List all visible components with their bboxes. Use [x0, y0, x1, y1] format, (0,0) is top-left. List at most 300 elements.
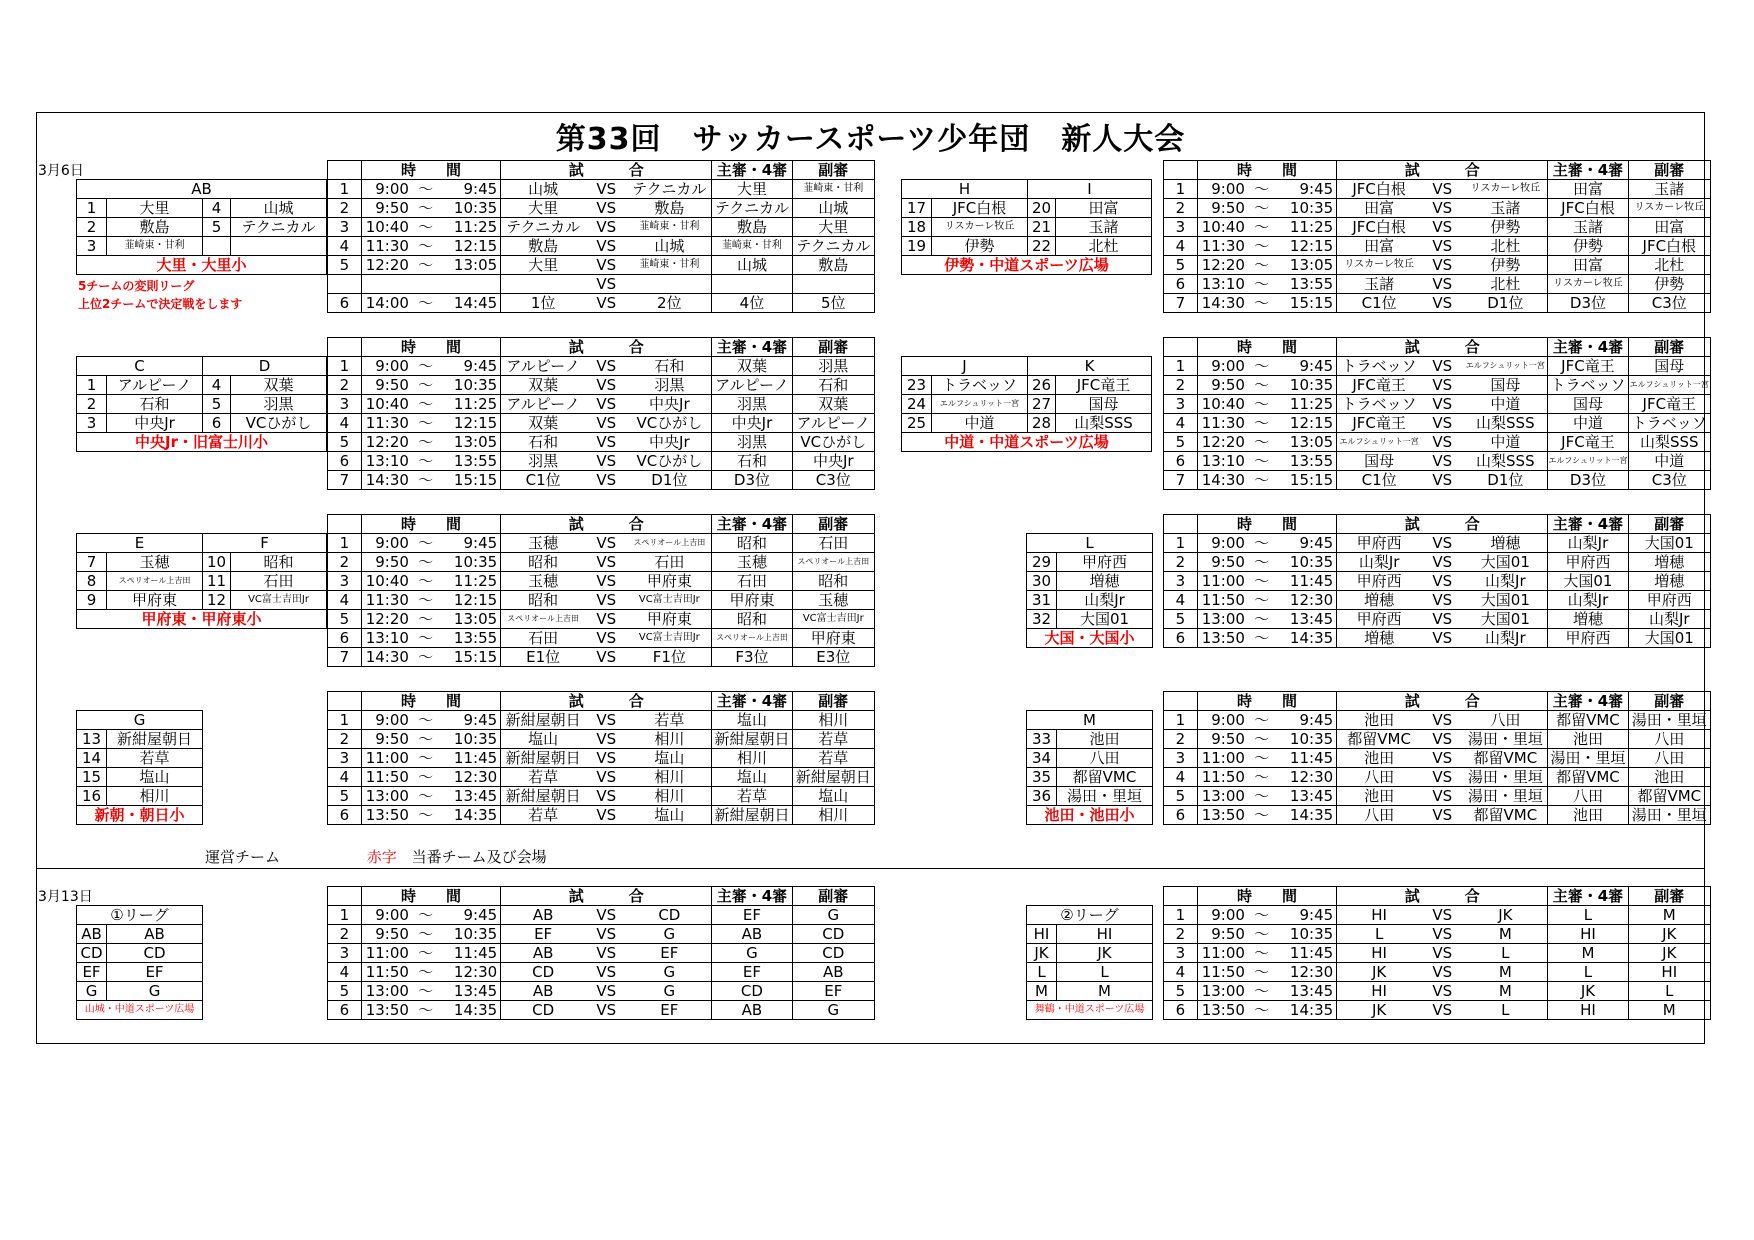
home-team: 玉諸: [1337, 275, 1421, 294]
main-referee: 新紺屋朝日: [712, 730, 792, 749]
match-row: [1164, 275, 1711, 294]
home-team: 新紺屋朝日: [501, 711, 585, 730]
match-row: [328, 648, 875, 667]
venue-row: [77, 1001, 203, 1020]
start-time: 9:00: [1197, 180, 1248, 199]
time-tilde: ～: [412, 982, 439, 1001]
team-row: [1027, 749, 1153, 768]
team-number: 13: [77, 730, 107, 749]
team-name: 国母: [1056, 395, 1152, 414]
away-team: 国母: [1463, 376, 1548, 395]
home-team: 大里: [501, 199, 585, 218]
time-tilde: ～: [412, 1001, 439, 1020]
end-time: 12:30: [1275, 963, 1336, 982]
end-time: 13:45: [439, 787, 500, 806]
end-time: 13:55: [1275, 275, 1336, 294]
match-number: 3: [1164, 944, 1198, 963]
header-no: [328, 515, 362, 534]
team-name: 中央Jr: [107, 414, 203, 433]
start-time: 12:20: [1197, 433, 1248, 452]
end-time: 11:45: [439, 749, 500, 768]
match-number: 1: [328, 357, 362, 376]
time-tilde: ～: [412, 294, 439, 313]
end-time: 11:45: [439, 944, 500, 963]
assistant-referee: 増穂: [1628, 572, 1710, 591]
main-referee: 玉穂: [712, 553, 792, 572]
end-time: 11:25: [439, 395, 500, 414]
start-time: 9:00: [361, 357, 412, 376]
home-team: 大里: [501, 256, 585, 275]
assistant-referee: 甲府東: [792, 629, 874, 648]
schedule-table-g: [327, 691, 875, 825]
start-time: 9:00: [1197, 534, 1248, 553]
away-team: 中道: [1463, 395, 1548, 414]
time-tilde: ～: [412, 730, 439, 749]
time-tilde: ～: [412, 768, 439, 787]
home-team: 池田: [1337, 787, 1421, 806]
team-number: HI: [1027, 925, 1057, 944]
home-team: リスカーレ牧丘: [1337, 256, 1421, 275]
match-row: [328, 180, 875, 199]
vs-label: VS: [585, 787, 627, 806]
start-time: 13:10: [361, 452, 412, 471]
start-time: 9:00: [1197, 711, 1248, 730]
header-match: 試 合: [501, 515, 712, 534]
away-team: 塩山: [627, 749, 712, 768]
time-tilde: ～: [1248, 572, 1275, 591]
home-team: [501, 275, 585, 294]
match-row: [1164, 982, 1711, 1001]
match-number: 4: [328, 237, 362, 256]
league-note-line2: 上位2チームで決定戦をします: [78, 297, 243, 311]
venue-label: 中道・中道スポーツ広場: [902, 433, 1152, 452]
assistant-referee: 塩山: [792, 787, 874, 806]
header-referee: 主審・4審: [712, 161, 792, 180]
vs-label: VS: [1421, 963, 1463, 982]
group-name: AB: [77, 180, 327, 199]
team-number: 25: [902, 414, 932, 433]
end-time: 10:35: [1275, 199, 1336, 218]
team-name: 山梨Jr: [1057, 591, 1153, 610]
vs-label: VS: [585, 610, 627, 629]
vs-label: VS: [1421, 471, 1463, 490]
main-referee: HI: [1548, 925, 1628, 944]
match-row: [328, 610, 875, 629]
vs-label: VS: [585, 534, 627, 553]
group-header: [77, 711, 203, 730]
match-row: [1164, 294, 1711, 313]
time-tilde: ～: [412, 749, 439, 768]
vs-label: VS: [1421, 610, 1463, 629]
match-row: [1164, 925, 1711, 944]
away-team: VCひがし: [627, 414, 712, 433]
match-number: 2: [328, 730, 362, 749]
match-row: [328, 944, 875, 963]
vs-label: VS: [1421, 376, 1463, 395]
end-time: 12:15: [1275, 414, 1336, 433]
match-row: [328, 906, 875, 925]
vs-label: VS: [585, 806, 627, 825]
match-row: [1164, 591, 1711, 610]
away-team: CD: [627, 906, 712, 925]
schedule-header: [1164, 887, 1711, 906]
home-team: AB: [501, 982, 585, 1001]
time-tilde: ～: [412, 944, 439, 963]
group-table-m: [1026, 710, 1153, 825]
time-tilde: ～: [1248, 749, 1275, 768]
main-referee: 池田: [1548, 730, 1628, 749]
header-time: 時 間: [1197, 338, 1336, 357]
end-time: 13:45: [1275, 982, 1336, 1001]
start-time: 11:00: [1197, 572, 1248, 591]
main-referee: 池田: [1548, 806, 1628, 825]
match-row: [328, 357, 875, 376]
team-name: JK: [1057, 944, 1153, 963]
match-number: 2: [1164, 376, 1198, 395]
team-name: G: [107, 982, 203, 1001]
away-team: L: [1463, 1001, 1548, 1020]
main-referee: 湯田・里垣: [1548, 749, 1628, 768]
time-tilde: ～: [1248, 591, 1275, 610]
team-number: 5: [203, 395, 231, 414]
time-tilde: ～: [1248, 982, 1275, 1001]
time-tilde: ～: [1248, 963, 1275, 982]
time-tilde: ～: [1248, 610, 1275, 629]
team-name: CD: [107, 944, 203, 963]
match-number: 6: [328, 1001, 362, 1020]
vs-label: VS: [585, 237, 627, 256]
away-team: M: [1463, 963, 1548, 982]
match-row: [1164, 452, 1711, 471]
match-row: [1164, 730, 1711, 749]
vs-label: VS: [585, 572, 627, 591]
home-team: 昭和: [501, 553, 585, 572]
end-time: 11:25: [439, 572, 500, 591]
team-name: 八田: [1057, 749, 1153, 768]
time-tilde: ～: [412, 237, 439, 256]
end-time: 13:55: [439, 629, 500, 648]
start-time: 14:30: [361, 648, 412, 667]
team-number: 2: [77, 395, 107, 414]
assistant-referee: [792, 275, 874, 294]
team-number: 19: [902, 237, 932, 256]
team-name: 湯田・里垣: [1057, 787, 1153, 806]
match-row: [1164, 629, 1711, 648]
match-row: [1164, 572, 1711, 591]
header-assistant: 副審: [792, 692, 874, 711]
team-row: [77, 376, 327, 395]
assistant-referee: 湯田・里垣: [1628, 711, 1710, 730]
vs-label: VS: [1421, 591, 1463, 610]
group-name: D: [203, 357, 327, 376]
group-header: [902, 180, 1152, 199]
end-time: 15:15: [439, 471, 500, 490]
team-number: EF: [77, 963, 107, 982]
end-time: 9:45: [1275, 711, 1336, 730]
schedule-table-l2: [1163, 886, 1711, 1020]
team-number: 16: [77, 787, 107, 806]
match-number: 1: [328, 180, 362, 199]
assistant-referee: 国母: [1628, 357, 1710, 376]
group-name: I: [1028, 180, 1152, 199]
time-tilde: ～: [412, 395, 439, 414]
end-time: 15:15: [439, 648, 500, 667]
header-time: 時 間: [361, 692, 500, 711]
vs-label: VS: [1421, 711, 1463, 730]
header-referee: 主審・4審: [1548, 338, 1628, 357]
match-number: 1: [1164, 180, 1198, 199]
schedule-header: [328, 692, 875, 711]
vs-label: VS: [585, 648, 627, 667]
main-referee: 大国01: [1548, 572, 1628, 591]
end-time: 10:35: [1275, 730, 1336, 749]
time-tilde: ～: [412, 711, 439, 730]
start-time: 10:40: [361, 395, 412, 414]
home-team: E1位: [501, 648, 585, 667]
vs-label: VS: [1421, 768, 1463, 787]
assistant-referee: CD: [792, 925, 874, 944]
start-time: 13:10: [1197, 275, 1248, 294]
team-number: 27: [1028, 395, 1056, 414]
match-number: 6: [1164, 629, 1198, 648]
header-no: [1164, 338, 1198, 357]
team-name: [231, 237, 327, 256]
time-tilde: [412, 275, 439, 294]
assistant-referee: 山城: [792, 199, 874, 218]
match-row: [1164, 749, 1711, 768]
end-time: 12:30: [439, 768, 500, 787]
end-time: 12:30: [439, 963, 500, 982]
vs-label: VS: [585, 452, 627, 471]
header-time: 時 間: [1197, 161, 1336, 180]
venue-row: [902, 256, 1152, 275]
main-referee: 山梨Jr: [1548, 534, 1628, 553]
team-name: 山梨SSS: [1056, 414, 1152, 433]
vs-label: VS: [1421, 199, 1463, 218]
group-header: [77, 180, 327, 199]
match-number: [328, 275, 362, 294]
time-tilde: ～: [1248, 806, 1275, 825]
assistant-referee: 中道: [1628, 452, 1710, 471]
venue-label: 中央Jr・旧富士川小: [77, 433, 327, 452]
match-number: 5: [1164, 433, 1198, 452]
team-row: [1027, 925, 1153, 944]
away-team: 湯田・里垣: [1463, 787, 1548, 806]
main-referee: 新紺屋朝日: [712, 806, 792, 825]
end-time: 11:25: [1275, 395, 1336, 414]
team-name: アルピーノ: [107, 376, 203, 395]
match-number: 1: [1164, 906, 1198, 925]
time-tilde: ～: [412, 648, 439, 667]
time-tilde: ～: [1248, 357, 1275, 376]
time-tilde: ～: [1248, 218, 1275, 237]
home-team: 八田: [1337, 768, 1421, 787]
match-number: 6: [1164, 806, 1198, 825]
schedule-table-hi: [1163, 160, 1711, 313]
time-tilde: ～: [1248, 256, 1275, 275]
time-tilde: ～: [1248, 629, 1275, 648]
main-referee: 増穂: [1548, 610, 1628, 629]
venue-row: [77, 433, 327, 452]
main-referee: 敷島: [712, 218, 792, 237]
away-team: L: [1463, 944, 1548, 963]
time-tilde: ～: [1248, 787, 1275, 806]
away-team: EF: [627, 1001, 712, 1020]
time-tilde: ～: [1248, 275, 1275, 294]
main-referee: 昭和: [712, 534, 792, 553]
home-team: 甲府西: [1337, 534, 1421, 553]
home-team: 若草: [501, 768, 585, 787]
time-tilde: ～: [1248, 906, 1275, 925]
team-name: 中道: [932, 414, 1028, 433]
group-header: [77, 534, 327, 553]
team-number: 3: [77, 414, 107, 433]
away-team: 相川: [627, 730, 712, 749]
match-row: [1164, 414, 1711, 433]
away-team: M: [1463, 925, 1548, 944]
team-row: [1027, 572, 1153, 591]
main-referee: EF: [712, 963, 792, 982]
home-team: 都留VMC: [1337, 730, 1421, 749]
away-team: 敷島: [627, 199, 712, 218]
time-tilde: ～: [1248, 944, 1275, 963]
away-team: 中道: [1463, 433, 1548, 452]
team-row: [77, 925, 203, 944]
header-referee: 主審・4審: [712, 515, 792, 534]
team-number: 21: [1028, 218, 1056, 237]
vs-label: VS: [585, 944, 627, 963]
away-team: 塩山: [627, 806, 712, 825]
team-number: G: [77, 982, 107, 1001]
header-referee: 主審・4審: [712, 887, 792, 906]
group-header: [902, 357, 1152, 376]
assistant-referee: 昭和: [792, 572, 874, 591]
time-tilde: ～: [412, 591, 439, 610]
venue-row: [77, 256, 327, 275]
start-time: 9:50: [361, 553, 412, 572]
vs-label: VS: [585, 433, 627, 452]
match-number: 3: [1164, 749, 1198, 768]
main-referee: D3位: [712, 471, 792, 490]
venue-row: [1027, 806, 1153, 825]
start-time: 9:00: [361, 906, 412, 925]
away-team: 中央Jr: [627, 395, 712, 414]
header-no: [328, 887, 362, 906]
match-row: [1164, 256, 1711, 275]
time-tilde: ～: [412, 610, 439, 629]
end-time: 10:35: [439, 376, 500, 395]
main-referee: 塩山: [712, 768, 792, 787]
vs-label: VS: [1421, 572, 1463, 591]
assistant-referee: 大里: [792, 218, 874, 237]
match-number: 3: [1164, 572, 1198, 591]
team-number: 6: [203, 414, 231, 433]
venue-label: 甲府東・甲府東小: [77, 610, 327, 629]
match-number: 3: [328, 944, 362, 963]
assistant-referee: 山梨Jr: [1628, 610, 1710, 629]
vs-label: VS: [585, 218, 627, 237]
assistant-referee: 若草: [792, 749, 874, 768]
start-time: 13:50: [361, 806, 412, 825]
match-row: [328, 218, 875, 237]
team-name: 羽黒: [231, 395, 327, 414]
start-time: 13:50: [1197, 1001, 1248, 1020]
away-team: 増穂: [1463, 534, 1548, 553]
vs-label: VS: [1421, 237, 1463, 256]
vs-label: VS: [1421, 749, 1463, 768]
match-row: [328, 787, 875, 806]
team-name: 敷島: [107, 218, 203, 237]
team-number: 24: [902, 395, 932, 414]
team-row: [902, 376, 1152, 395]
group-name: H: [902, 180, 1028, 199]
main-referee: CD: [712, 982, 792, 1001]
schedule-table-jk: [1163, 337, 1711, 490]
end-time: 9:45: [439, 906, 500, 925]
away-team: 山梨SSS: [1463, 414, 1548, 433]
header-referee: 主審・4審: [712, 692, 792, 711]
time-tilde: ～: [412, 180, 439, 199]
match-number: 2: [328, 925, 362, 944]
assistant-referee: C3位: [1628, 294, 1710, 313]
home-team: アルピーノ: [501, 395, 585, 414]
team-name: 新紺屋朝日: [107, 730, 203, 749]
home-team: 双葉: [501, 414, 585, 433]
start-time: 9:50: [1197, 553, 1248, 572]
assistant-referee: 玉諸: [1628, 180, 1710, 199]
assistant-referee: 八田: [1628, 749, 1710, 768]
match-row: [1164, 768, 1711, 787]
match-number: 5: [1164, 256, 1198, 275]
assistant-referee: M: [1628, 1001, 1710, 1020]
start-time: 9:50: [1197, 199, 1248, 218]
match-row: [1164, 534, 1711, 553]
match-number: 6: [1164, 452, 1198, 471]
group-table-ab: [76, 179, 327, 275]
team-name: 山城: [231, 199, 327, 218]
team-name: 玉穂: [107, 553, 203, 572]
home-team: 新紺屋朝日: [501, 749, 585, 768]
away-team: 韮崎東・甘利: [627, 218, 712, 237]
end-time: 10:35: [439, 925, 500, 944]
home-team: JFC竜王: [1337, 414, 1421, 433]
venue-label: 大里・大里小: [77, 256, 327, 275]
team-name: 石田: [231, 572, 327, 591]
team-number: 31: [1027, 591, 1057, 610]
group-name: F: [203, 534, 327, 553]
assistant-referee: 増穂: [1628, 553, 1710, 572]
start-time: 11:00: [361, 749, 412, 768]
match-row: [1164, 376, 1711, 395]
match-number: 6: [328, 294, 362, 313]
home-team: トラベッソ: [1337, 395, 1421, 414]
assistant-referee: トラベッソ: [1628, 414, 1710, 433]
time-tilde: ～: [1248, 294, 1275, 313]
team-name: 甲府東: [107, 591, 203, 610]
assistant-referee: C3位: [1628, 471, 1710, 490]
home-team: 山城: [501, 180, 585, 199]
match-number: 4: [1164, 414, 1198, 433]
match-row: [328, 711, 875, 730]
main-referee: 塩山: [712, 711, 792, 730]
end-time: 12:15: [1275, 237, 1336, 256]
away-team: 羽黒: [627, 376, 712, 395]
group-header: [1027, 534, 1153, 553]
match-number: 4: [328, 768, 362, 787]
team-row: [1027, 591, 1153, 610]
start-time: 11:30: [361, 414, 412, 433]
match-row: [328, 199, 875, 218]
